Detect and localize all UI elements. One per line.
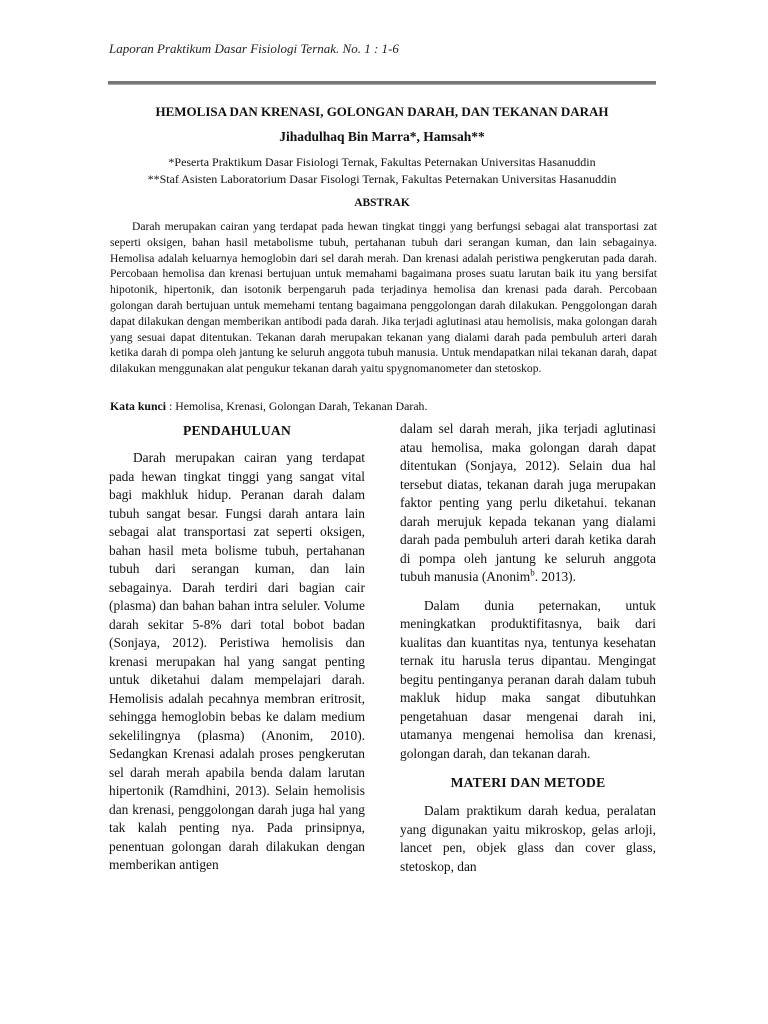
header-rule	[108, 81, 656, 85]
paper-authors: Jihadulhaq Bin Marra*, Hamsah**	[279, 129, 485, 144]
intro-paragraph-2: Dalam dunia peternakan, untuk meningkatkan produktifitasnya, baik dari kualitas dan kuantitas nya, tentunya kesehatan ternak itu harusla terus dipantau. Mengingat begitu pentinganya peranan darah dalam tubuh makluk hidup maka sangat dibutuhkan pengetahuan dasar mengenai darah ini, utamanya mengenai hemolisa dan krenasi, golongan darah, dan tekanan darah.	[400, 597, 656, 761]
citation-superscript: b	[530, 567, 535, 578]
keywords-label: Kata kunci	[110, 399, 167, 413]
intro-continued-text: dalam sel darah merah, jika terjadi aglutinasi atau hemolisa, maka golongan darah dapat ditentukan (Sonjaya, 2012). Selain dua hal tersebut diatas, tekanan darah juga merupakan faktor penting yang perlu diketahui. tekanan darah merujuk kepada tekanan yang dialami darah pada pembuluh arteri darah ketika darah di pompa oleh jantung ke seluruh anggota tubuh manusia (Anonim	[400, 421, 656, 584]
keywords	[110, 399, 657, 414]
intro-paragraph-continued	[400, 420, 656, 587]
affiliation-1: *Peserta Praktikum Dasar Fisiologi Ternak, Fakultas Peternakan Universitas Hasanuddin	[168, 155, 596, 169]
right-column	[400, 420, 656, 876]
abstract-text: Darah merupakan cairan yang terdapat pada hewan tingkat tinggi yang berfungsi sebagai alat transportasi zat seperti oksigen, bahan hasil metabolisme tubuh, pertahanan tubuh dari serangan kuman, dan lain sebagainya. Hemolisa adalah keluarnya hemoglobin dari sel darah merah. Dan krenasi adalah peristiwa pengkerutan pada darah. Percobaan hemolisa dan krenasi bertujuan untuk memahami bagaimana proses suatu larutan baik itu yang bersifat hipotonik, hipertonik, dan isotonik berpengaruh pada terjadinya hemolisa dan krenasi pada darah. Percobaan golongan darah bertujuan untuk memehami tentang bagaimana penggolongan darah dilakukan. Penggolongan darah dapat dilakukan dengan memberikan antibodi pada darah. Jika terjadi aglutinasi atau hemolisis, maka golongan darah yang sesuai dapat ditentukan. Tekanan darah merupakan tekanan yang dialami darah pada pembuluh arteri darah ketika darah di pompa oleh jantung ke seluruh anggota tubuh manusia. Untuk mendapatkan nilai tekanan darah, dapat dilakukan menggunakan alat pengukur tekanan darah yaitu spygnomanometer dan stetoskop.	[110, 220, 657, 376]
intro-paragraph: Darah merupakan cairan yang terdapat pada hewan tingkat tinggi yang sangat vital bagi makhluk hidup. Peranan darah dalam tubuh sangat besar. Fungsi darah antara lain sebagai alat transportasi zat seperti oksigen, bahan hasil meta bolisme tubuh, pertahanan tubuh dari serangan kuman, dan lain sebagainya. Darah terdiri dari bagian cair (plasma) dan bahan bahan intra seluler. Volume darah sekitar 5-8% dari total bobot badan (Sonjaya, 2012). Peristiwa hemolisis dan krenasi merupakan hal yang sangat penting untuk diketahui dalam mempelajari darah. Hemolisis adalah pecahnya membran eritrosit, sehingga hemoglobin bebas ke dalam medium sekelilingnya (plasma) (Anonim, 2010). Sedangkan Krenasi adalah proses pengkerutan sel darah merah apabila benda dalam larutan hipertonik (Ramdhini, 2013). Selain hemolisis dan krenasi, penggolongan darah juga hal yang tak kalah penting nya. Pada prinsipnya, penentuan golongan darah dilakukan dengan memberikan antigen	[109, 450, 365, 872]
running-header: Laporan Praktikum Dasar Fisiologi Ternak. No. 1 : 1-6	[109, 41, 399, 56]
affiliation-2: **Staf Asisten Laboratorium Dasar Fisologi Ternak, Fakultas Peternakan Universitas Hasanuddin	[147, 172, 617, 186]
methods-paragraph: Dalam praktikum darah kedua, peralatan yang digunakan yaitu mikroskop, gelas arloji, lancet pen, objek glass dan cover glass, stetoskop, dan	[400, 803, 656, 874]
abstract-heading: ABSTRAK	[354, 197, 410, 209]
section-heading-materi: MATERI DAN METODE	[450, 775, 606, 790]
section-heading-pendahuluan: PENDAHULUAN	[183, 423, 291, 438]
keywords-list: : Hemolisa, Krenasi, Golongan Darah, Tekanan Darah.	[166, 399, 428, 413]
paper-title: HEMOLISA DAN KRENASI, GOLONGAN DARAH, DAN TEKANAN DARAH	[155, 104, 609, 119]
left-column	[109, 420, 365, 875]
intro-continued-end: . 2013).	[534, 569, 576, 584]
